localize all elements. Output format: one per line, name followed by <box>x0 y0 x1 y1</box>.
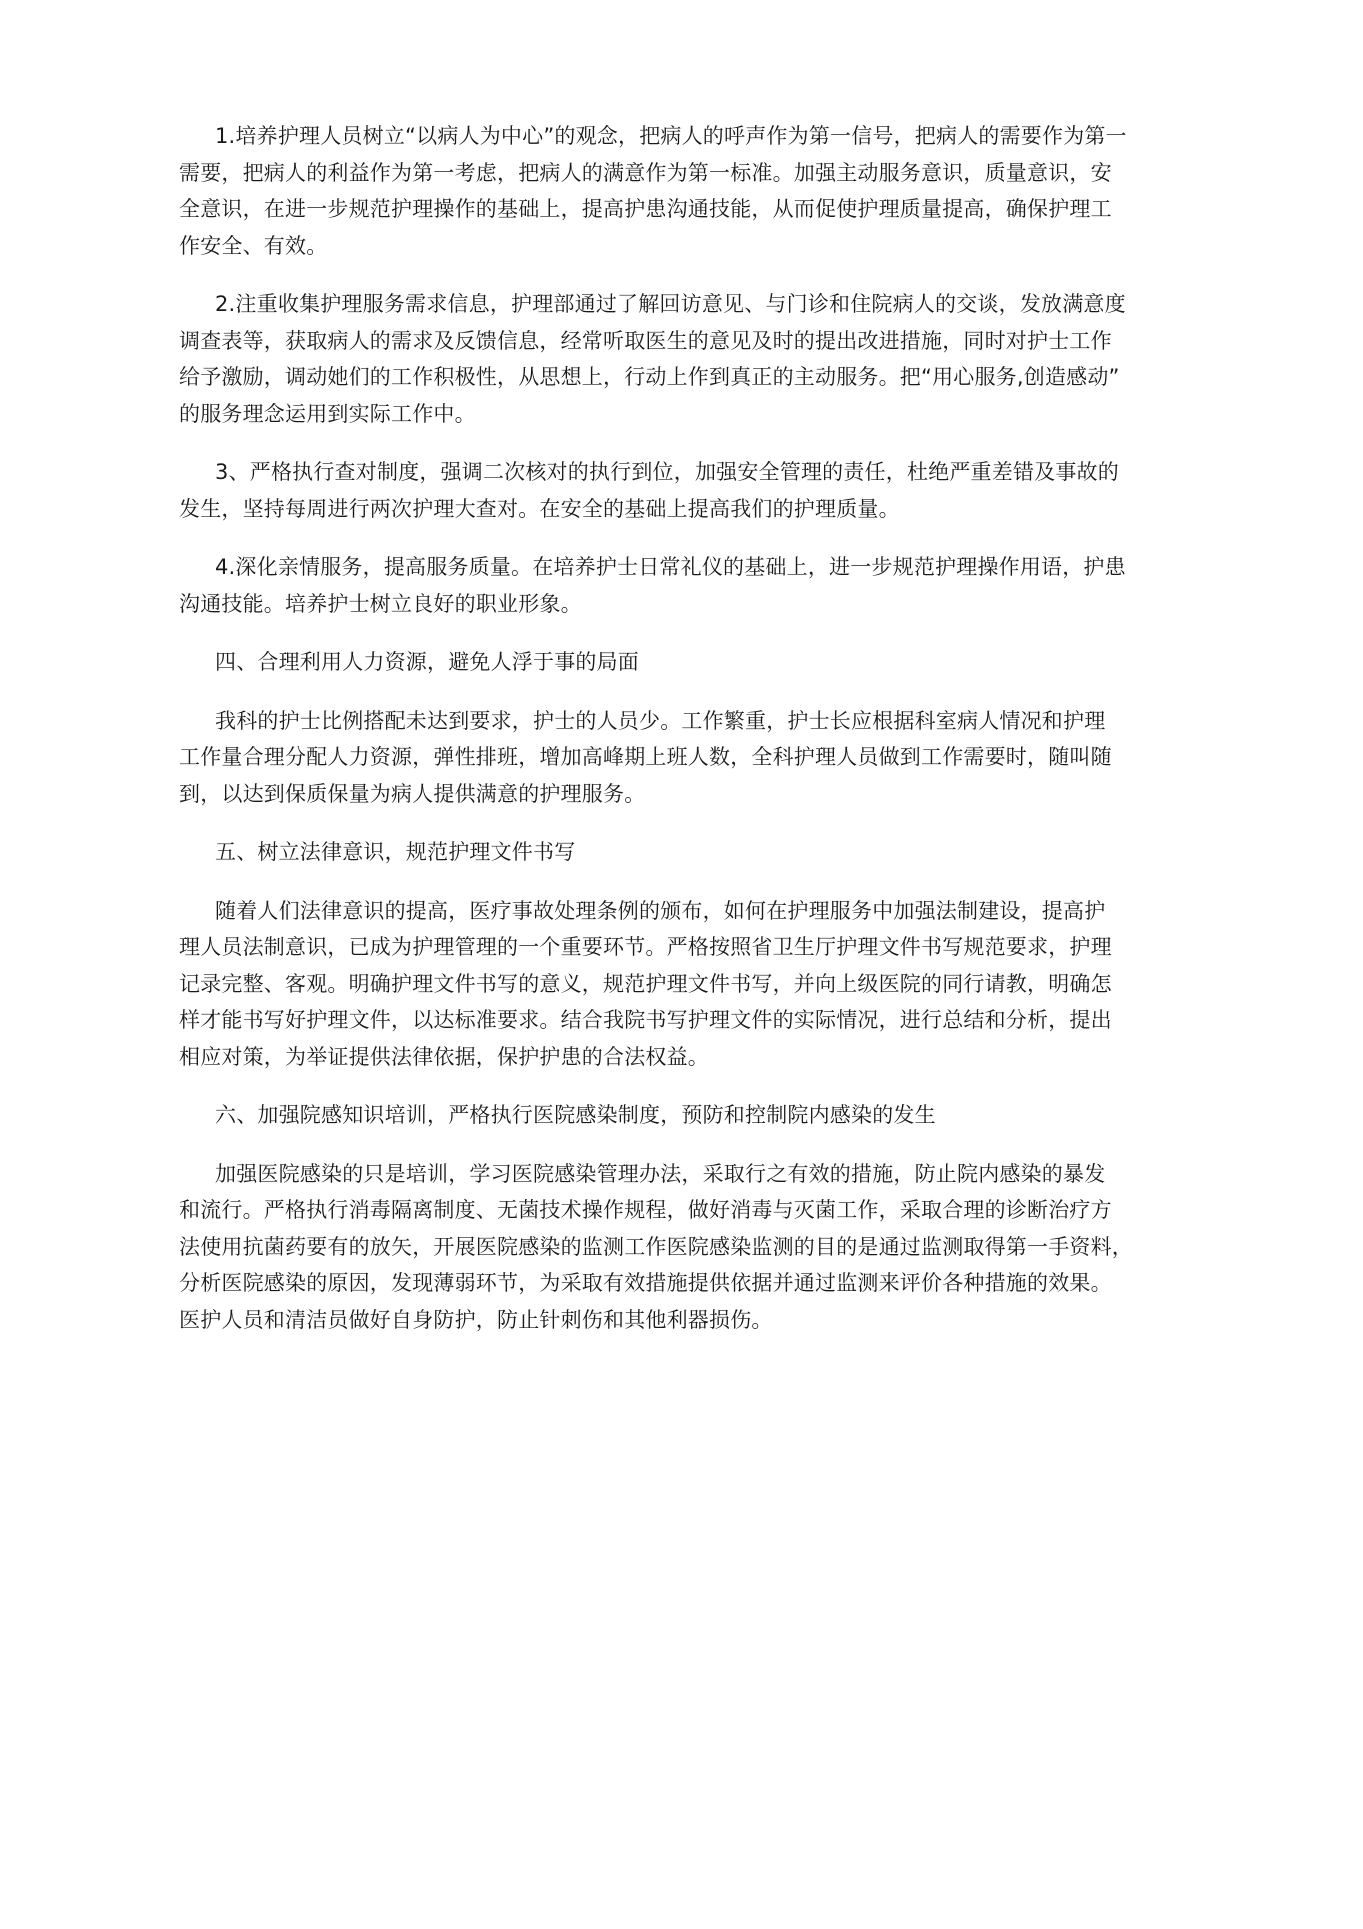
heading-text: 四、合理利用人力资源，避免人浮于事的局面 <box>215 650 639 674</box>
paragraph-line: 法使用抗菌药要有的放矢，开展医院感染的监测工作医院感染监测的目的是通过监测取得第一手资料， <box>179 1234 1133 1259</box>
body-paragraph <box>179 703 1239 813</box>
paragraph-line: 理人员法制意识，已成为护理管理的一个重要环节。严格按照省卫生厅护理文件书写规范要求，护理 <box>179 935 1112 959</box>
paragraph-line: 和流行。严格执行消毒隔离制度、无菌技术操作规程，做好消毒与灭菌工作，采取合理的诊断治疗方 <box>179 1198 1112 1222</box>
body-paragraph <box>179 1156 1239 1339</box>
body-paragraph <box>179 893 1239 1076</box>
paragraph-line: 给予激励，调动她们的工作积极性，从思想上，行动上作到真正的主动服务。把“用心服务,创造感动” <box>179 365 1120 389</box>
body-paragraph <box>179 118 1239 264</box>
paragraph-line: 加强医院感染的只是培训，学习医院感染管理办法，采取行之有效的措施，防止院内感染的暴发 <box>215 1161 1106 1186</box>
heading-text: 六、加强院感知识培训，严格执行医院感染制度，预防和控制院内感染的发生 <box>215 1103 936 1127</box>
paragraph-line: 分析医院感染的原因，发现薄弱环节，为采取有效措施提供依据并通过监测来评价各种措施的效果。 <box>179 1271 1112 1295</box>
paragraph-line: 全意识，在进一步规范护理操作的基础上，提高护患沟通技能，从而促使护理质量提高，确保护理工 <box>179 197 1112 221</box>
paragraph-line: 发生，坚持每周进行两次护理大查对。在安全的基础上提高我们的护理质量。 <box>179 496 900 521</box>
body-paragraph <box>179 454 1239 527</box>
paragraph-line: 4.深化亲情服务，提高服务质量。在培养护士日常礼仪的基础上，进一步规范护理操作用语，护患 <box>215 555 1126 579</box>
paragraph-line: 相应对策，为举证提供法律依据，保护护患的合法权益。 <box>179 1044 709 1069</box>
paragraph-line: 需要，把病人的利益作为第一考虑，把病人的满意作为第一标准。加强主动服务意识，质量意识，安 <box>179 160 1112 185</box>
paragraph-line: 工作量合理分配人力资源，弹性排班，增加高峰期上班人数，全科护理人员做到工作需要时，随叫随 <box>179 745 1112 769</box>
section-heading <box>179 644 1239 681</box>
body-paragraph <box>179 549 1239 622</box>
heading-text: 五、树立法律意识，规范护理文件书写 <box>215 840 576 864</box>
body-paragraph <box>179 286 1239 432</box>
paragraph-line: 2.注重收集护理服务需求信息，护理部通过了解回访意见、与门诊和住院病人的交谈，发放满意度 <box>215 292 1126 316</box>
paragraph-line: 的服务理念运用到实际工作中。 <box>179 401 476 426</box>
section-heading <box>179 834 1239 871</box>
document-body <box>179 118 1239 1360</box>
paragraph-line: 调查表等，获取病人的需求及反馈信息，经常听取医生的意见及时的提出改进措施，同时对护士工作 <box>179 328 1112 353</box>
paragraph-line: 作安全、有效。 <box>179 233 328 258</box>
paragraph-line: 记录完整、客观。明确护理文件书写的意义，规范护理文件书写，并向上级医院的同行请教，明确怎 <box>179 971 1112 996</box>
paragraph-line: 3、严格执行查对制度，强调二次核对的执行到位，加强安全管理的责任，杜绝严重差错及事故的 <box>215 460 1119 484</box>
paragraph-line: 1.培养护理人员树立“以病人为中心”的观念，把病人的呼声作为第一信号，把病人的需要作为第一 <box>215 124 1127 148</box>
paragraph-line: 我科的护士比例搭配未达到要求，护士的人员少。工作繁重，护士长应根据科室病人情况和护理 <box>215 708 1106 733</box>
paragraph-line: 随着人们法律意识的提高，医疗事故处理条例的颁布，如何在护理服务中加强法制建设，提高护 <box>215 898 1106 923</box>
paragraph-line: 样才能书写好护理文件，以达标准要求。结合我院书写护理文件的实际情况，进行总结和分析，提出 <box>179 1008 1112 1032</box>
paragraph-line: 医护人员和清洁员做好自身防护，防止针刺伤和其他利器损伤。 <box>179 1307 773 1332</box>
paragraph-line: 沟通技能。培养护士树立良好的职业形象。 <box>179 591 582 616</box>
section-heading <box>179 1097 1239 1134</box>
paragraph-line: 到，以达到保质保量为病人提供满意的护理服务。 <box>179 781 646 806</box>
